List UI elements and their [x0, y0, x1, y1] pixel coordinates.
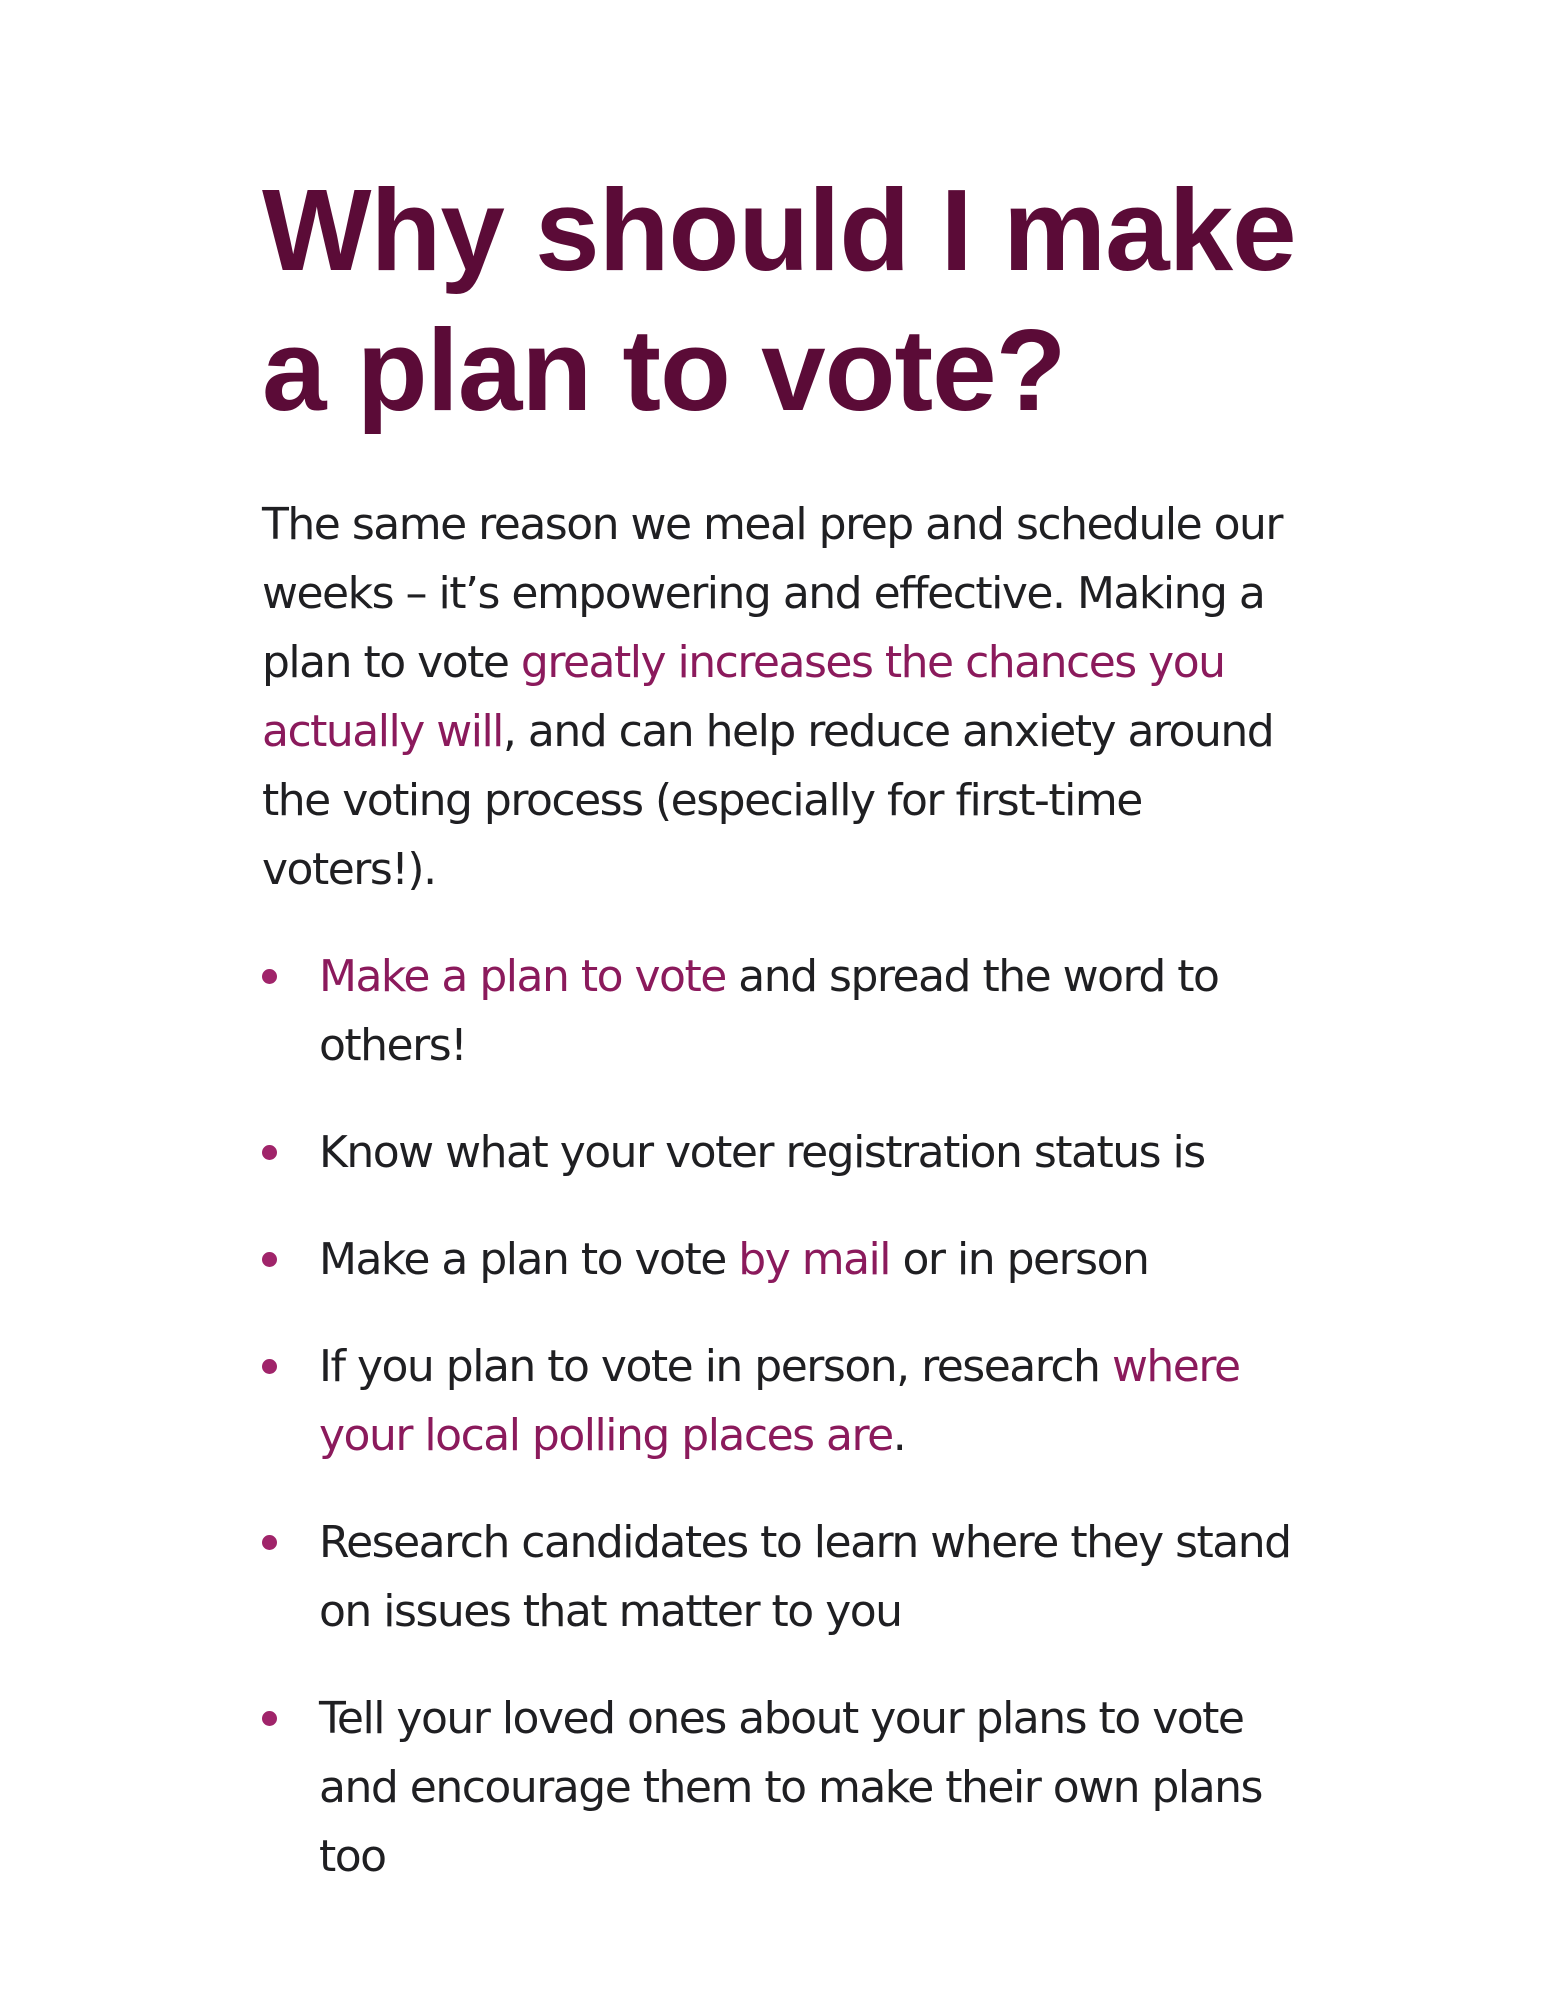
- list-item-text: If you plan to vote in person, research: [319, 1341, 1112, 1392]
- bullet-list: [262, 942, 1302, 1891]
- bullet-dot-icon: [262, 1252, 277, 1267]
- article: [262, 160, 1302, 1929]
- list-item: [262, 1332, 1302, 1470]
- intro-text-2: , and can help reduce anxiety around the voting process (especially for first-time voters!).: [262, 706, 1274, 895]
- bullet-dot-icon: [262, 1145, 277, 1160]
- list-item-text: Make a plan to vote: [319, 1234, 739, 1285]
- list-item-text: Research candidates to learn where they stand on issues that matter to you: [319, 1517, 1291, 1637]
- list-item-text: or in person: [890, 1234, 1149, 1285]
- bullet-dot-icon: [262, 1535, 277, 1550]
- intro-text-1: The same reason we meal prep and schedule our weeks – it’s empowering and effective. Making a plan to vote: [262, 499, 1283, 688]
- intro-paragraph: [262, 490, 1302, 904]
- bullet-dot-icon: [262, 1711, 277, 1726]
- list-item: [262, 1118, 1302, 1187]
- polling-places-link[interactable]: where your local polling places are: [319, 1341, 1240, 1461]
- list-item: [262, 942, 1302, 1080]
- chances-link[interactable]: greatly increases the chances you actually will: [262, 637, 1225, 757]
- bullet-dot-icon: [262, 969, 277, 984]
- make-plan-link[interactable]: Make a plan to vote: [319, 951, 726, 1002]
- list-item-text: .: [892, 1410, 906, 1461]
- bullet-dot-icon: [262, 1359, 277, 1374]
- list-item-text: Tell your loved ones about your plans to vote and encourage them to make their own plans too: [319, 1693, 1262, 1882]
- list-item-text: and spread the word to others!: [319, 951, 1219, 1071]
- by-mail-link[interactable]: by mail: [738, 1234, 890, 1285]
- page-title: Why should I make a plan to vote?: [262, 165, 1296, 435]
- list-item-text: Know what your voter registration status is: [319, 1127, 1205, 1178]
- list-item: [262, 1225, 1302, 1294]
- list-item: [262, 1508, 1302, 1646]
- list-item: [262, 1684, 1302, 1891]
